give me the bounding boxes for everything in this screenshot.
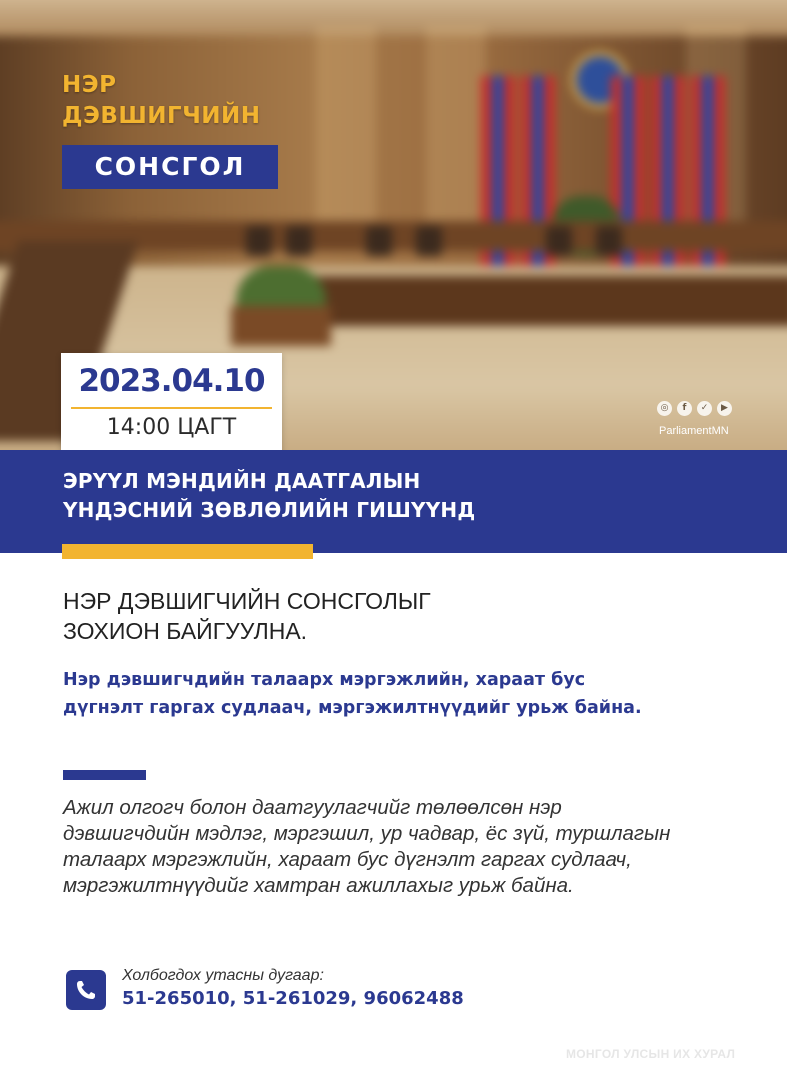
date-card — [61, 353, 282, 453]
band-title-line-2: ҮНДЭСНИЙ ЗӨВЛӨЛИЙН ГИШҮҮНД — [63, 498, 476, 522]
title-line-2: ДЭВШИГЧИЙН — [62, 103, 261, 129]
social-handle[interactable]: ParliamentMN — [659, 425, 729, 437]
watermark: МОНГОЛ УЛСЫН ИХ ХУРАЛ — [566, 1047, 736, 1061]
body-line-3: талаарх мэргэжлийн, хараат бус дүгнэлт гаргах судлаач, — [63, 848, 632, 871]
accent-bar — [62, 544, 313, 559]
invitation-line-1: Нэр дэвшигчдийн талаарх мэргэжлийн, хараат бус — [63, 670, 586, 690]
title-highlight: СОНСГОЛ — [62, 145, 278, 189]
social-links — [657, 401, 732, 416]
contact-label: Холбогдох утасны дугаар: — [122, 967, 324, 984]
lead-text — [63, 586, 743, 646]
lead-line-2: ЗОХИОН БАЙГУУЛНА. — [63, 618, 308, 644]
twitter-icon[interactable]: ✓ — [697, 401, 712, 416]
band-title-line-1: ЭРҮҮЛ МЭНДИЙН ДААТГАЛЫН — [63, 469, 421, 493]
contact-phones[interactable]: 51-265010, 51-261029, 96062488 — [122, 988, 464, 1009]
body-line-4: мэргэжилтнүүдийг хамтран ажиллахыг урьж байна. — [63, 874, 574, 897]
facebook-icon[interactable]: f — [677, 401, 692, 416]
title-heading — [62, 70, 261, 132]
date-divider — [71, 407, 272, 409]
band-title — [63, 467, 475, 525]
title-line-1: НЭР — [62, 72, 117, 98]
instagram-icon[interactable]: ◎ — [657, 401, 672, 416]
invitation-text — [63, 666, 743, 722]
event-date: 2023.04.10 — [78, 363, 265, 399]
section-divider — [63, 770, 146, 780]
invitation-line-2: дүгнэлт гаргах судлаач, мэргэжилтнүүдийг урьж байна. — [63, 698, 642, 718]
event-time: 14:00 ЦАГТ — [106, 415, 237, 440]
phone-icon — [66, 970, 106, 1010]
youtube-icon[interactable]: ▶ — [717, 401, 732, 416]
body-text — [63, 795, 753, 899]
lead-line-1: НЭР ДЭВШИГЧИЙН СОНСГОЛЫГ — [63, 588, 431, 614]
body-line-2: дэвшигчдийн мэдлэг, мэргэшил, ур чадвар, ёс зүй, туршлагын — [63, 822, 671, 845]
body-line-1: Ажил олгогч болон даатгуулагчийг төлөөлсөн нэр — [63, 796, 562, 819]
